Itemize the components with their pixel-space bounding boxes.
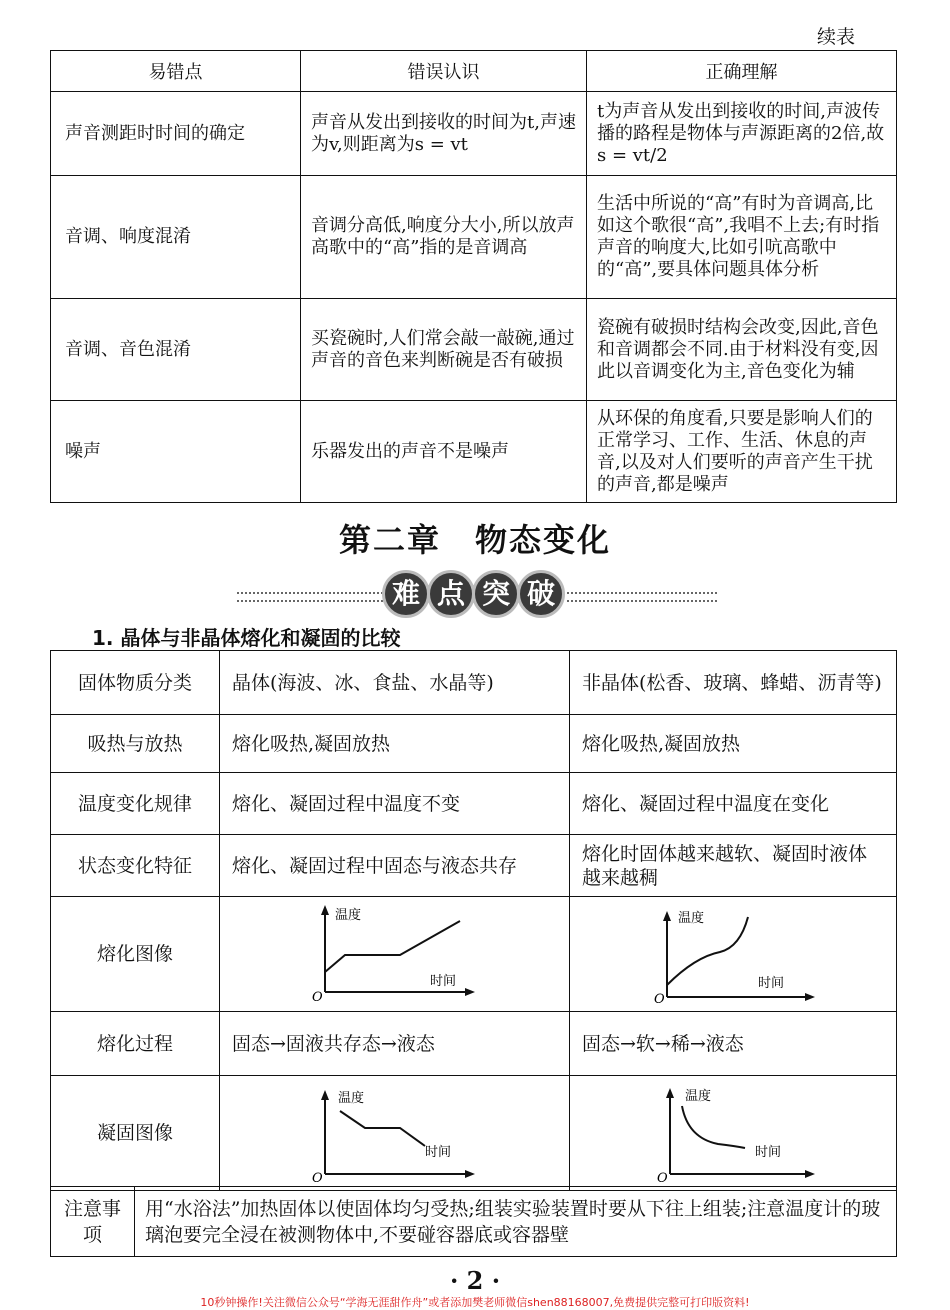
wrong-understanding: 声音从发出到接收的时间为t,声速为v,则距离为s = vt	[301, 92, 587, 176]
table-row	[51, 1076, 897, 1191]
banner-char: 点	[427, 570, 475, 618]
correct-understanding: 瓷碗有破损时结构会改变,因此,音色和音调都会不同.由于材料没有变,因此以音调变化为主,音色变化为辅	[587, 299, 897, 401]
banner-char: 难	[382, 570, 430, 618]
continued-label: 续表	[816, 26, 855, 48]
temperature-curve	[682, 1106, 745, 1148]
crystal-cell: 熔化、凝固过程中固态与液态共存	[220, 835, 570, 897]
amorphous-melting-graph-cell	[570, 897, 897, 1012]
section-title: 1. 晶体与非晶体熔化和凝固的比较	[92, 626, 401, 650]
table-row	[51, 835, 897, 897]
amorphous-melting-graph	[570, 897, 870, 1005]
table-row	[51, 176, 897, 299]
table-row	[51, 1187, 897, 1257]
row-head: 固体物质分类	[51, 651, 220, 715]
table-row	[51, 651, 897, 715]
row-head: 吸热与放热	[51, 715, 220, 773]
crystal-melting-graph-cell	[220, 897, 570, 1012]
x-axis-label: 时间	[430, 974, 457, 989]
wrong-understanding: 乐器发出的声音不是噪声	[301, 401, 587, 503]
mistake-point: 音调、响度混淆	[51, 176, 301, 299]
row-head: 状态变化特征	[51, 835, 220, 897]
crystal-cell: 熔化吸热,凝固放热	[220, 715, 570, 773]
temperature-curve	[340, 1111, 425, 1146]
y-axis-label: 温度	[685, 1089, 712, 1104]
row-head: 熔化过程	[51, 1012, 220, 1076]
notes-text: 用“水浴法”加热固体以使固体均匀受热;组装实验装置时要从下往上组装;注意温度计的玻璃泡要完全浸在被测物体中,不要碰容器底或容器壁	[135, 1187, 897, 1257]
x-axis-arrow	[805, 1170, 815, 1178]
amorphous-cell: 熔化、凝固过程中温度在变化	[570, 773, 897, 835]
origin-label: O	[312, 1171, 323, 1184]
table-row	[51, 1012, 897, 1076]
crystal-solidify-graph	[220, 1076, 545, 1184]
banner-char: 破	[517, 570, 565, 618]
x-axis-arrow	[465, 988, 475, 996]
x-axis-label: 时间	[755, 1145, 782, 1160]
banner-dotted-line	[567, 592, 717, 602]
table-row	[51, 773, 897, 835]
table-row	[51, 401, 897, 503]
x-axis-arrow	[805, 993, 815, 1001]
correct-understanding: 生活中所说的“高”有时为音调高,比如这个歌很“高”,我唱不上去;有时指声音的响度大,比如引吭高歌中的“高”,要具体问题具体分析	[587, 176, 897, 299]
banner-dotted-line	[237, 592, 387, 602]
mistake-point: 音调、音色混淆	[51, 299, 301, 401]
common-mistakes-table	[50, 50, 897, 503]
row-head: 温度变化规律	[51, 773, 220, 835]
y-axis-label: 温度	[678, 911, 705, 926]
crystal-melting-graph	[220, 897, 545, 1005]
y-axis-arrow	[666, 1088, 674, 1098]
mistake-point: 声音测距时时间的确定	[51, 92, 301, 176]
banner-char: 突	[472, 570, 520, 618]
difficulty-banner	[237, 566, 717, 624]
chapter-title: 第二章 物态变化	[338, 521, 611, 559]
mistake-point: 噪声	[51, 401, 301, 503]
amorphous-solidify-graph	[570, 1076, 870, 1184]
wrong-understanding: 买瓷碗时,人们常会敲一敲碗,通过声音的音色来判断碗是否有破损	[301, 299, 587, 401]
notes-table	[50, 1186, 897, 1257]
table-row	[51, 92, 897, 176]
y-axis-arrow	[663, 911, 671, 921]
amorphous-cell: 固态→软→稀→液态	[570, 1012, 897, 1076]
row-head: 熔化图像	[51, 897, 220, 1012]
correct-understanding: 从环保的角度看,只要是影响人们的正常学习、工作、生活、休息的声音,以及对人们要听的声音产生干扰的声音,都是噪声	[587, 401, 897, 503]
temperature-curve	[325, 921, 460, 972]
row-head: 凝固图像	[51, 1076, 220, 1191]
footer-note: 10秒钟操作!关注微信公众号“学海无涯甜作舟”或者添加樊老师微信shen88168007,免费提供完整可打印版资料!	[200, 1296, 750, 1309]
header-point: 易错点	[51, 51, 301, 92]
page-number: · 2 ·	[449, 1266, 501, 1295]
x-axis-arrow	[465, 1170, 475, 1178]
crystal-solidify-graph-cell	[220, 1076, 570, 1191]
amorphous-cell: 熔化吸热,凝固放热	[570, 715, 897, 773]
y-axis-arrow	[321, 905, 329, 915]
origin-label: O	[312, 990, 323, 1005]
notes-head: 注意事项	[51, 1187, 135, 1257]
amorphous-solidify-graph-cell	[570, 1076, 897, 1191]
crystal-comparison-table	[50, 650, 897, 1191]
temperature-curve	[667, 917, 748, 985]
wrong-understanding: 音调分高低,响度分大小,所以放声高歌中的“高”指的是音调高	[301, 176, 587, 299]
correct-understanding: t为声音从发出到接收的时间,声波传播的路程是物体与声源距离的2倍,故s = vt/2	[587, 92, 897, 176]
y-axis-arrow	[321, 1090, 329, 1100]
crystal-cell: 熔化、凝固过程中温度不变	[220, 773, 570, 835]
y-axis-label: 温度	[338, 1091, 365, 1106]
x-axis-label: 时间	[758, 976, 785, 991]
table-row	[51, 299, 897, 401]
header-right: 正确理解	[587, 51, 897, 92]
y-axis-label: 温度	[335, 908, 362, 923]
crystal-cell: 晶体(海波、冰、食盐、水晶等)	[220, 651, 570, 715]
table-row	[51, 897, 897, 1012]
header-wrong: 错误认识	[301, 51, 587, 92]
origin-label: O	[657, 1171, 668, 1184]
amorphous-cell: 熔化时固体越来越软、凝固时液体越来越稠	[570, 835, 897, 897]
x-axis-label: 时间	[425, 1145, 452, 1160]
table-row	[51, 715, 897, 773]
amorphous-cell: 非晶体(松香、玻璃、蜂蜡、沥青等)	[570, 651, 897, 715]
origin-label: O	[654, 992, 665, 1005]
table-header-row	[51, 51, 897, 92]
crystal-cell: 固态→固液共存态→液态	[220, 1012, 570, 1076]
